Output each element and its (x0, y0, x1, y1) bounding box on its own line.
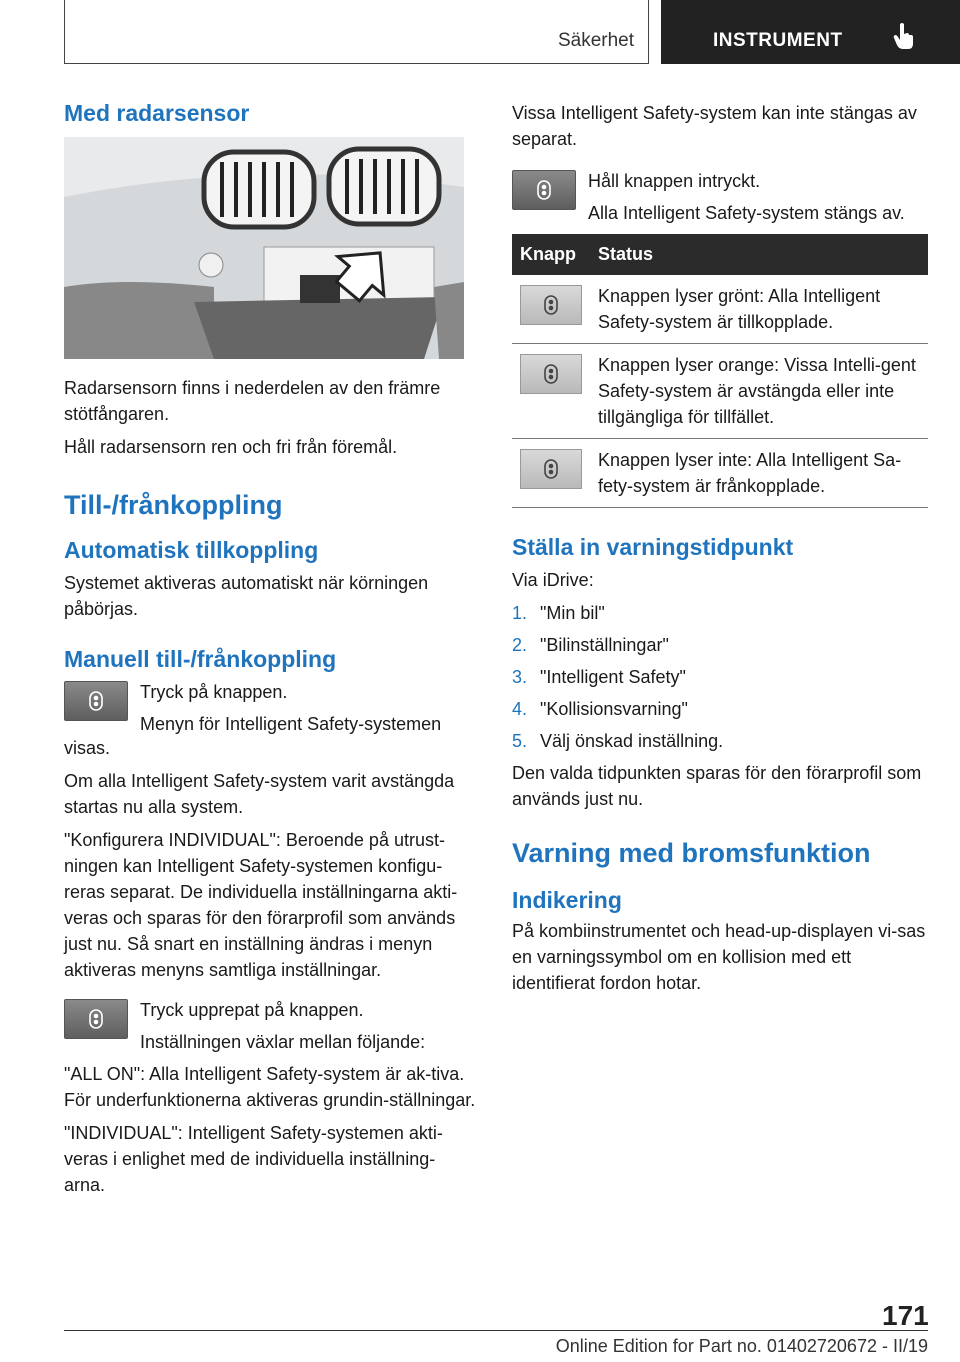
paragraph-konfigurera: "Konfigurera INDIVIDUAL": Beroende på utrust-ningen kan Intelligent Safety-systemen konfigu-reras separat. De individuella inställningarna akti-veras och sparas för den förarprofil som används just nu. Så snart en inställning ändras i menyn aktiveras menyns samtliga inställningar. (64, 830, 458, 980)
instruction-hold-line1: Håll knappen intryckt. (588, 171, 761, 191)
page-number: 171 (882, 1300, 929, 1331)
step-text: "Kollisionsvarning" (540, 699, 688, 719)
paragraph-all-on: "ALL ON": Alla Intelligent Safety-system är ak-tiva. För underfunktionerna aktiveras grundin-ställningar. (64, 1064, 476, 1110)
instruction-hold-line2: Alla Intelligent Safety-system stängs av. (588, 203, 905, 223)
table-cell-status: Knappen lyser grönt: Alla Intelligent Safety-system är tillkopplade. (590, 275, 928, 344)
step-number: 3. (512, 667, 528, 687)
instruction-press-line2: Menyn för Intelligent Safety-systemen (140, 714, 442, 734)
instruction-repeat-line1: Tryck upprepat på knappen. (140, 1000, 364, 1020)
list-item (512, 632, 928, 658)
paragraph-om-alla: Om alla Intelligent Safety-system varit avstängda startas nu alla system. (64, 771, 455, 817)
list-item (512, 600, 928, 626)
table-cell-button (512, 344, 590, 439)
table-cell-button (512, 439, 590, 508)
safety-button-icon (512, 170, 576, 210)
instruction-hold-button (512, 168, 928, 226)
paragraph-auto: Systemet aktiveras automatiskt när körningen påbörjas. (64, 573, 429, 619)
instruction-press-repeat (64, 997, 476, 1055)
radar-sensor-image (64, 137, 464, 359)
heading-radar: Med radarsensor (64, 100, 250, 126)
paragraph-vissa: Vissa Intelligent Safety-system kan inte stängas av separat. (512, 103, 917, 149)
paragraph-valda: Den valda tidpunkten sparas för den förarprofil som används just nu. (512, 763, 922, 809)
instruction-press-button (64, 679, 476, 737)
safety-button-icon (64, 999, 128, 1039)
step-number: 5. (512, 731, 528, 751)
step-text: "Bilinställningar" (540, 635, 669, 655)
paragraph-individual: "INDIVIDUAL": Intelligent Safety-systemen akti-veras i enlighet med de individuella inställning-arna. (64, 1123, 443, 1195)
table-header-knapp: Knapp (512, 234, 590, 275)
pointing-hand-icon (893, 22, 915, 50)
heading-auto: Automatisk tillkoppling (64, 537, 319, 563)
safety-button-icon (520, 285, 582, 325)
table-row (512, 439, 928, 508)
step-number: 4. (512, 699, 528, 719)
table-header-status: Status (590, 234, 928, 275)
status-table (512, 234, 928, 508)
step-number: 2. (512, 635, 528, 655)
header-chapter-title: INSTRUMENT (713, 30, 843, 51)
paragraph-via: Via iDrive: (512, 570, 594, 590)
footer-edition: Online Edition for Part no. 01402720672 - II/19 (555, 1336, 928, 1356)
list-item (512, 664, 928, 690)
safety-button-icon (64, 681, 128, 721)
step-text: Välj önskad inställning. (540, 731, 724, 751)
right-column (512, 100, 928, 1003)
paragraph-radar-location: Radarsensorn finns i nederdelen av den främre stötfångaren. (64, 378, 441, 424)
heading-manual: Manuell till-/frånkoppling (64, 646, 337, 672)
list-item (512, 728, 928, 754)
paragraph-kombi: På kombiinstrumentet och head-up-displayen vi-sas en varningssymbol om en kollision med ett identifierat fordon hotar. (512, 921, 926, 993)
safety-button-icon (520, 354, 582, 394)
table-cell-status: Knappen lyser inte: Alla Intelligent Sa-fety-system är frånkopplade. (590, 439, 928, 508)
heading-till-franko: Till-/frånkoppling (64, 490, 283, 520)
heading-indikering: Indikering (512, 887, 622, 913)
table-cell-button (512, 275, 590, 344)
heading-stalla: Ställa in varningstidpunkt (512, 534, 794, 560)
footer-divider (64, 1330, 928, 1331)
instruction-repeat-line2: Inställningen växlar mellan följande: (140, 1032, 426, 1052)
list-item (512, 696, 928, 722)
step-number: 1. (512, 603, 528, 623)
header-section-box (64, 0, 649, 64)
table-row (512, 344, 928, 439)
left-column (64, 100, 476, 1205)
step-text: "Min bil" (540, 603, 605, 623)
safety-button-icon (520, 449, 582, 489)
table-cell-status: Knappen lyser orange: Vissa Intelli-gent Safety-system är avstängda eller inte tillgängliga för tillfället. (590, 344, 928, 439)
steps-list (512, 600, 928, 754)
step-text: "Intelligent Safety" (540, 667, 686, 687)
table-header-row (512, 234, 928, 275)
paragraph-visas: visas. (64, 738, 111, 758)
table-row (512, 275, 928, 344)
header-chapter-box (661, 0, 960, 64)
heading-varning: Varning med bromsfunktion (512, 838, 871, 868)
instruction-press-line1: Tryck på knappen. (140, 682, 288, 702)
header-section-title: Säkerhet (557, 30, 634, 51)
paragraph-radar-clean: Håll radarsensorn ren och fri från föremål. (64, 437, 398, 457)
